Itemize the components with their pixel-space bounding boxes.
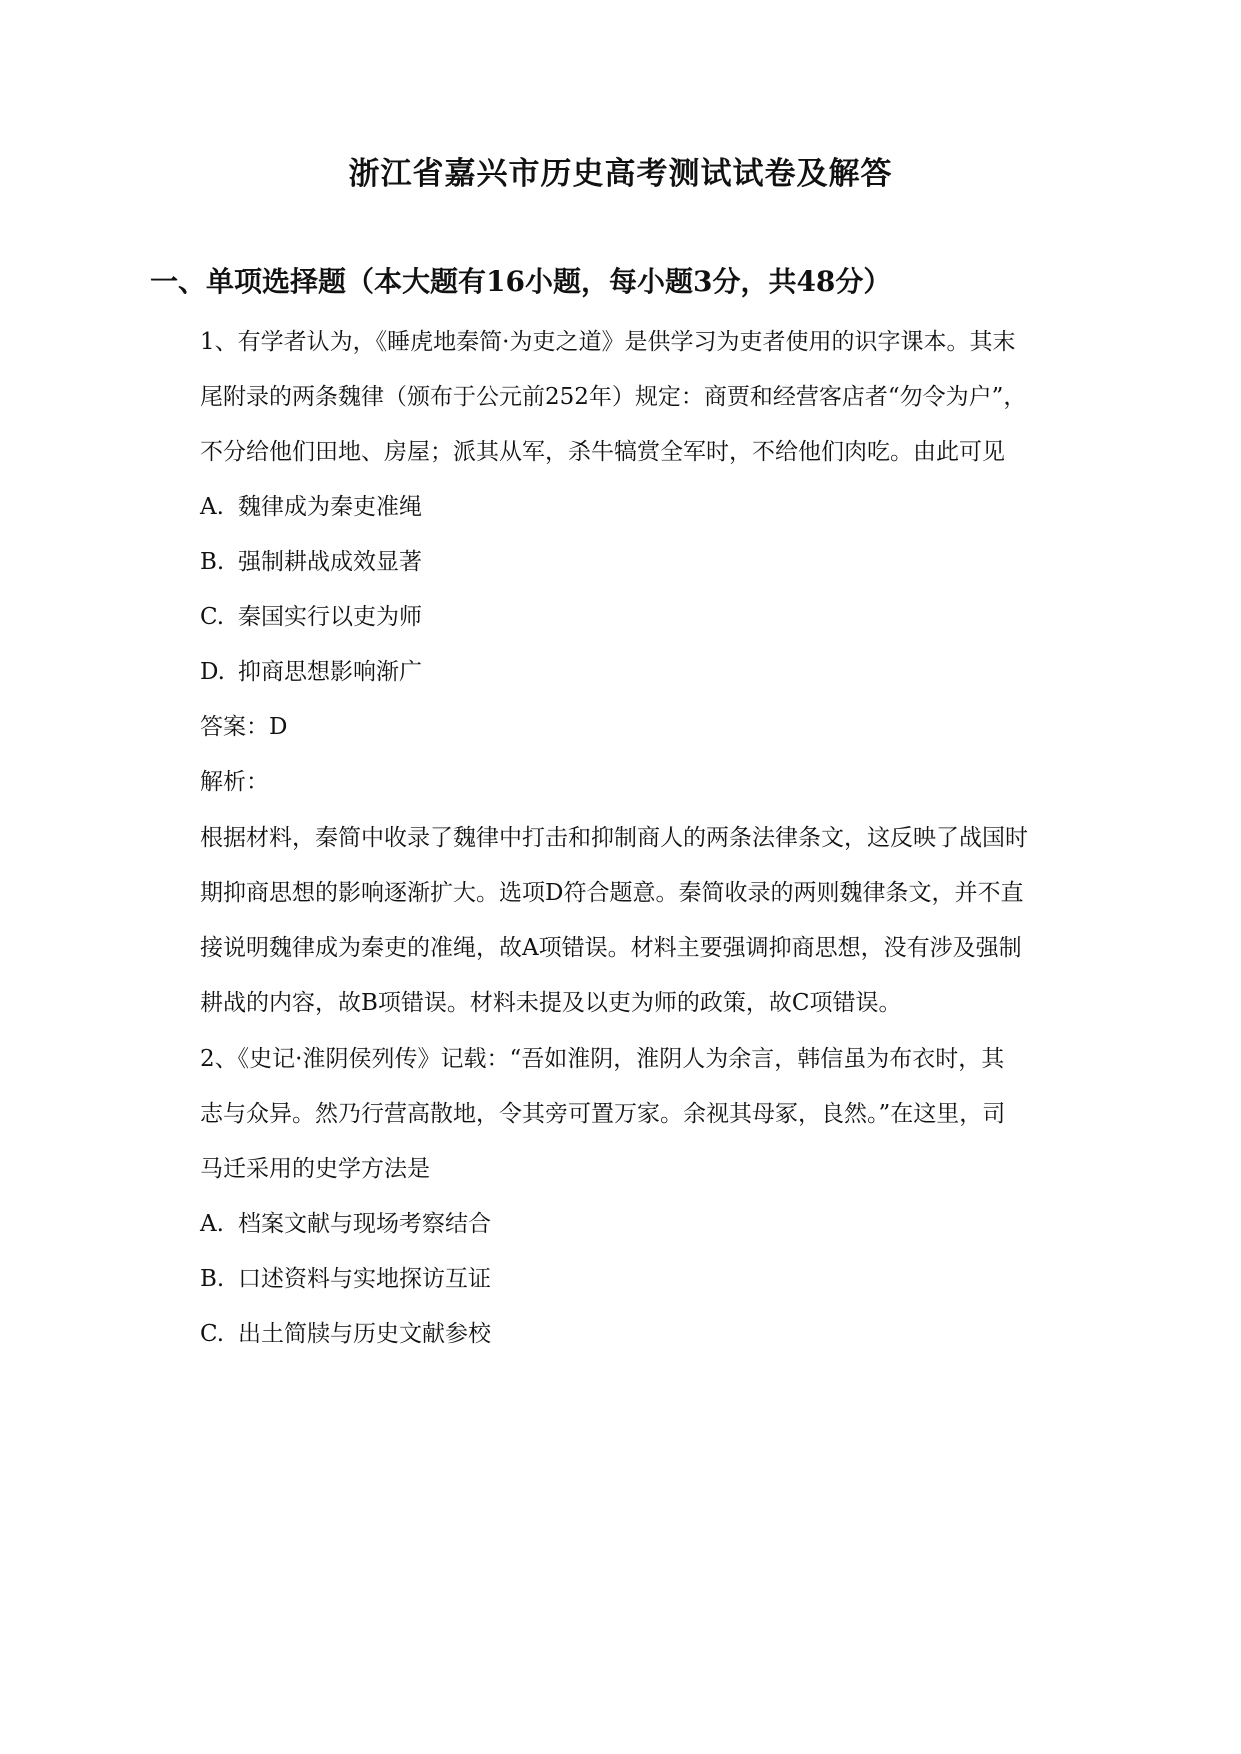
question-2-option-a — [200, 1208, 491, 1240]
option-text: 出土简牍与历史文献参校 — [238, 1321, 491, 1347]
option-text: 强制耕战成效显著 — [238, 549, 422, 575]
question-1-option-a — [200, 491, 422, 523]
option-letter: C. — [200, 1321, 225, 1347]
option-letter: A. — [200, 1211, 224, 1237]
question-2-stem-line-2: 志与众异。然乃行营高散地，令其旁可置万家。余视其母冢，良然。”在这里，司 — [200, 1101, 1006, 1127]
question-1-stem-line-3: 不分给他们田地、房屋；派其从军，杀牛犒赏全军时，不给他们肉吃。由此可见 — [200, 439, 1005, 465]
section-heading: 一、单项选择题（本大题有16小题，每小题3分，共48分） — [150, 265, 892, 298]
question-1-analysis-line-1: 根据材料，秦简中收录了魏律中打击和抑制商人的两条法律条文，这反映了战国时 — [200, 825, 1028, 851]
option-text: 档案文献与现场考察结合 — [238, 1211, 491, 1237]
question-1-option-d — [200, 656, 422, 688]
option-letter: C. — [200, 604, 225, 630]
option-letter: D. — [200, 659, 225, 685]
option-letter: B. — [200, 549, 225, 575]
option-text: 抑商思想影响渐广 — [238, 659, 422, 685]
question-1-analysis-label: 解析： — [200, 769, 269, 795]
question-1-analysis-line-3: 接说明魏律成为秦吏的准绳，故A项错误。材料主要强调抑商思想，没有涉及强制 — [200, 935, 1022, 961]
question-1-stem-line-2: 尾附录的两条魏律（颁布于公元前252年）规定：商贾和经营客店者“勿令为户”， — [200, 384, 1027, 410]
option-text: 魏律成为秦吏准绳 — [238, 494, 422, 520]
document-title: 浙江省嘉兴市历史高考测试试卷及解答 — [348, 156, 893, 192]
question-1-analysis-line-2: 期抑商思想的影响逐渐扩大。选项D符合题意。秦简收录的两则魏律条文，并不直 — [200, 880, 1024, 906]
option-text: 秦国实行以吏为师 — [238, 604, 422, 630]
question-1-analysis-line-4: 耕战的内容，故B项错误。材料未提及以吏为师的政策，故C项错误。 — [200, 990, 902, 1016]
question-1-answer: 答案：D — [200, 714, 288, 740]
question-1-option-c — [200, 601, 422, 633]
question-1-option-b — [200, 546, 422, 578]
question-2-stem-line-1: 2、《史记·淮阴侯列传》记载：“吾如淮阴，淮阴人为余言，韩信虽为布衣时，其 — [200, 1046, 1005, 1072]
option-text: 口述资料与实地探访互证 — [238, 1266, 491, 1292]
question-2-stem-line-3: 马迁采用的史学方法是 — [200, 1156, 430, 1182]
option-letter: A. — [200, 494, 224, 520]
option-letter: B. — [200, 1266, 225, 1292]
question-2-option-c — [200, 1318, 491, 1350]
question-2-option-b — [200, 1263, 491, 1295]
question-1-stem-line-1: 1、有学者认为，《睡虎地秦简·为吏之道》是供学习为吏者使用的识字课本。其末 — [200, 329, 1016, 355]
